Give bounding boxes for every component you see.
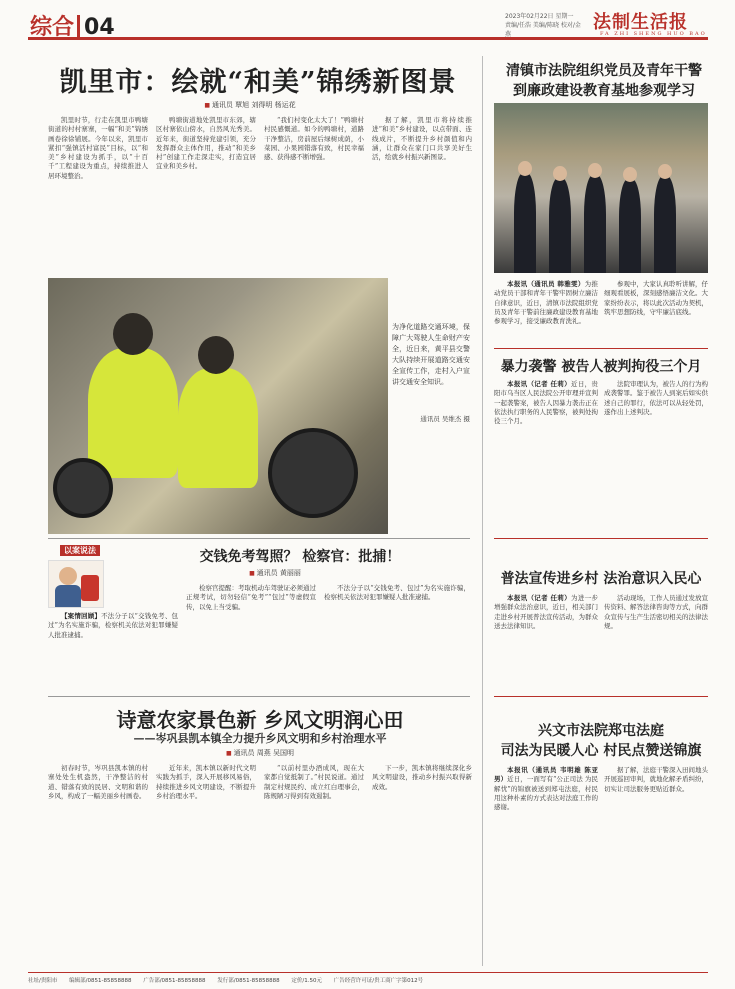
law-byline: ■ 通讯员 黄丽丽 (200, 568, 350, 578)
footer-item-0: 社址/贵阳市 (28, 978, 58, 984)
newspaper-logo-sub: FA ZHI SHENG HUO BAO (600, 31, 707, 37)
law-column-tag: 以案说法 (60, 545, 100, 556)
xingyi-headline-2: 司法为民暖人心 村民点赞送锦旗 (500, 743, 702, 759)
xingyi-col-1: 本报讯（通讯员 韦明雄 陈亚男）近日，一面写有“公正司法 为民解忧”的锦旗被送到郑屯法庭，村民用这种朴素的方式表达对法庭工作的感谢。 (494, 766, 598, 812)
village-col-1: 初春时节，岑巩县凯本镇的村寨处处生机盎然，干净整洁的村道、错落有致的民居、文明和谐的乡风，构成了一幅美丽乡村画卷。 (48, 764, 148, 800)
lead-byline: ■ 通讯员 覃旭 刘得明 杨运花 (150, 100, 350, 110)
village-top-rule (48, 696, 470, 697)
xingyi-col-2: 据了解，法庭干警深入田间地头开展巡回审判，就地化解矛盾纠纷，切实让司法服务更贴近群众。 (604, 766, 708, 793)
xingyi-top-rule (494, 696, 708, 697)
footer-item-2: 广告部/0851-85858888 (143, 978, 206, 984)
xingyi-headline-1: 兴文市法院郑屯法庭 (538, 723, 664, 739)
village-col-4: 下一步，凯本镇将继续深化乡风文明建设，推动乡村振兴取得新成效。 (372, 764, 472, 791)
column-divider (482, 56, 483, 966)
photo-caption: 为净化道路交通环境，保障广大驾驶人生命财产安全，近日来，黄平县交警大队持续开展道路交通安全宣传工作，走村入户宣讲交通安全知识。 (392, 323, 470, 386)
footer-item-3: 发行部/0851-85858888 (217, 978, 280, 984)
photo-credit: 通讯员 吴维杰 摄 (420, 415, 470, 423)
lead-headline: 凯里市：绘就“和美”锦绣新图景 (59, 67, 457, 98)
village-subheadline: ——岑巩县凯本镇全力提升乡风文明和乡村治理水平 (133, 732, 387, 745)
lead-col-3: “我们村变化太大了！”鸭塘村村民感慨道。如今的鸭塘村，道路干净整洁，房前屋后绿树成荫，小菜园、小果园错落有致，村民幸福感、获得感不断增强。 (264, 116, 364, 162)
footer-item-4: 定价/1.50元 (291, 978, 322, 984)
law-col-1: 【案情回顾】不法分子以“交钱免考、包过”为名实施诈骗，检察机关依法对犯罪嫌疑人批准逮捕。 (48, 612, 178, 639)
law-col-2: 检察官提醒：考取机动车驾驶证必须通过正规考试，切勿轻信“免考”“包过”等虚假宣传，以免上当受骗。 (186, 584, 316, 611)
violence-col-1: 本报讯（记者 任莉）近日，贵阳市乌当区人民法院公开审理并宣判一起袭警案，被告人因暴力袭击正在依法执行职务的人民警察，被判处拘役三个月。 (494, 380, 598, 426)
law-cartoon (48, 560, 104, 608)
court-party-headline-1: 清镇市法院组织党员及青年干警 (506, 63, 702, 79)
traffic-police-photo (48, 278, 388, 534)
court-visit-photo (494, 103, 708, 273)
footer-item-1: 编辑部/0851-85858888 (69, 978, 132, 984)
court-party-col-2: 参观中，大家认真聆听讲解，仔细观看展板，深刻感悟廉洁文化。大家纷纷表示，将以此次活动为契机，筑牢思想防线，守牢廉洁底线。 (604, 280, 708, 316)
date-line: 2023年02月22日 星期一 责编/任浩 美编/陈晓 校对/金 燕 (505, 13, 581, 38)
law-top-rule (48, 538, 470, 539)
law-headline: 交钱免考驾照？ 检察官：批捕！ (199, 549, 401, 565)
rural-col-1: 本报讯（记者 任莉）为进一步增强群众法治意识，近日，相关部门走进乡村开展普法宣传活动，为群众送去法律知识。 (494, 594, 598, 630)
rural-law-headline: 普法宣传进乡村 法治意识入民心 (500, 571, 702, 587)
footer-bar (28, 972, 708, 986)
rural-top-rule (494, 538, 708, 539)
law-col-3: 不法分子以“交钱免考、包过”为名实施诈骗，检察机关依法对犯罪嫌疑人批准逮捕。 (324, 584, 470, 602)
court-party-headline-2: 到廉政建设教育基地参观学习 (513, 83, 695, 99)
village-headline: 诗意农家景色新 乡风文明润心田 (116, 708, 404, 732)
section-label: 综合 04 (30, 15, 115, 40)
violence-headline: 暴力袭警 被告人被判拘役三个月 (500, 359, 702, 375)
village-byline: ■ 通讯员 周燕 吴国明 (180, 748, 340, 758)
rural-col-2: 活动现场，工作人员通过发放宣传资料、解答法律咨询等方式，向群众宣传与生产生活密切相关的法律法规。 (604, 594, 708, 630)
lead-col-2: 鸭塘街道地处凯里市东郊，辖区村寨依山傍水，自然风光秀美。近年来，街道坚持党建引领，充分发挥群众主体作用，推动“和美乡村”创建工作走深走实，打造宜居宜业和美乡村。 (156, 116, 256, 171)
page-number: 04 (77, 15, 115, 40)
village-col-3: “以前村里办酒成风，现在大家都自觉抵制了。”村民说道。通过制定村规民约、成立红白理事会，陈规陋习得到有效遏制。 (264, 764, 364, 800)
village-col-2: 近年来，凯本镇以新时代文明实践为抓手，深入开展移风易俗，持续推进乡风文明建设，不断提升乡村治理水平。 (156, 764, 256, 800)
newspaper-logo: 法制生活报 (593, 12, 688, 33)
violence-col-2: 法院审理认为，被告人的行为构成袭警罪。鉴于被告人到案后如实供述自己的罪行，依法可以从轻处罚，遂作出上述判决。 (604, 380, 708, 416)
footer-item-5: 广告经营许可证/贵工商广字第012号 (333, 978, 424, 984)
lead-col-4: 据了解，凯里市将持续推进“和美”乡村建设，以点带面、连线成片，不断提升乡村颜值和内涵，让群众在家门口共享美好生活，绘就乡村振兴新图景。 (372, 116, 472, 162)
lead-col-1: 凯里时节，行走在凯里市鸭塘街道的村村寨寨，一幅“和美”锦绣画卷徐徐铺展。今年以来，凯里市紧扣“强镇活村富民”目标，以“和美”乡村建设为抓手，以“十百千”工程建设为重点，持续推进人居环境整治。 (48, 116, 148, 180)
court-party-col-1: 本报讯（通讯员 韩雅雯）为推动党员干部和青年干警牢固树立廉洁自律意识，近日，清镇市法院组织党员及青年干警前往廉政建设教育基地参观学习，接受廉政教育洗礼。 (494, 280, 598, 326)
violence-top-rule (494, 348, 708, 349)
